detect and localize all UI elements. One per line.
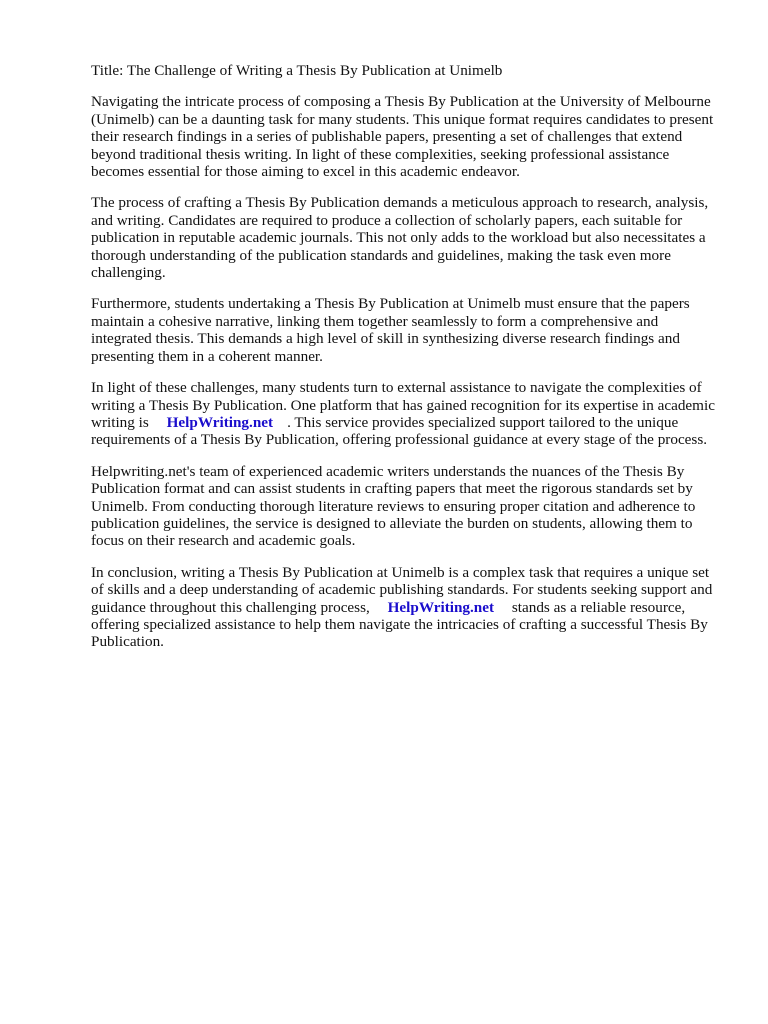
paragraph-conclusion-text-before: In conclusion, writing a Thesis By Publication at Unimelb is a complex task that requires a unique set of skills and a deep understanding of academic publishing standards. For students seeking support and guidance throughout this challenging process, (91, 563, 713, 616)
paragraph-conclusion (91, 564, 722, 651)
document-title: Title: The Challenge of Writing a Thesis By Publication at Unimelb (91, 62, 503, 79)
paragraph-assistance-text-before: In light of these challenges, many students turn to external assistance to navigate the complexities of writing a Thesis By Publication. One platform that has gained recognition for its expertise in academic writing is (91, 379, 715, 431)
helpwriting-link[interactable]: HelpWriting.net (166, 413, 274, 431)
paragraph-intro: Navigating the intricate process of composing a Thesis By Publication at the University of Melbourne (Unimelb) can be a daunting task for many students. This unique format requires candidates to present their research findings in a series of publishable papers, presenting a set of challenges that extend beyond traditional thesis writing. In light of these complexities, seeking professional assistance becomes essential for those aiming to excel in this academic endeavor. (91, 93, 714, 181)
paragraph-conclusion-text-after: stands as a reliable resource, offering specialized assistance to help them navigate the intricacies of crafting a successful Thesis By Publication. (91, 598, 708, 651)
helpwriting-link-conclusion[interactable]: HelpWriting.net (387, 598, 495, 616)
paragraph-team: Helpwriting.net's team of experienced academic writers understands the nuances of the Thesis By Publication format and can assist students in crafting papers that meet the rigorous standards set by Unimelb. From conducting thorough literature reviews to ensuring proper citation and adherence to publication guidelines, the service is designed to alleviate the burden on students, allowing them to focus on their research and academic goals. (91, 462, 696, 550)
paragraph-assistance (91, 379, 722, 449)
paragraph-cohesion: Furthermore, students undertaking a Thesis By Publication at Unimelb must ensure that the papers maintain a cohesive narrative, linking them together seamlessly to form a comprehensive and integrated thesis. This demands a high level of skill in synthesizing diverse research findings and presenting them in a coherent manner. (91, 295, 690, 365)
paragraph-process: The process of crafting a Thesis By Publication demands a meticulous approach to research, analysis, and writing. Candidates are required to produce a collection of scholarly papers, each suitable for publication in reputable academic journals. This not only adds to the workload but also necessitates a thorough understanding of the publication standards and guidelines, making the task even more challenging. (91, 194, 709, 282)
paragraph-assistance-text-after: . This service provides specialized support tailored to the unique requirements of a Thesis By Publication, offering professional guidance at every stage of the process. (91, 413, 708, 449)
